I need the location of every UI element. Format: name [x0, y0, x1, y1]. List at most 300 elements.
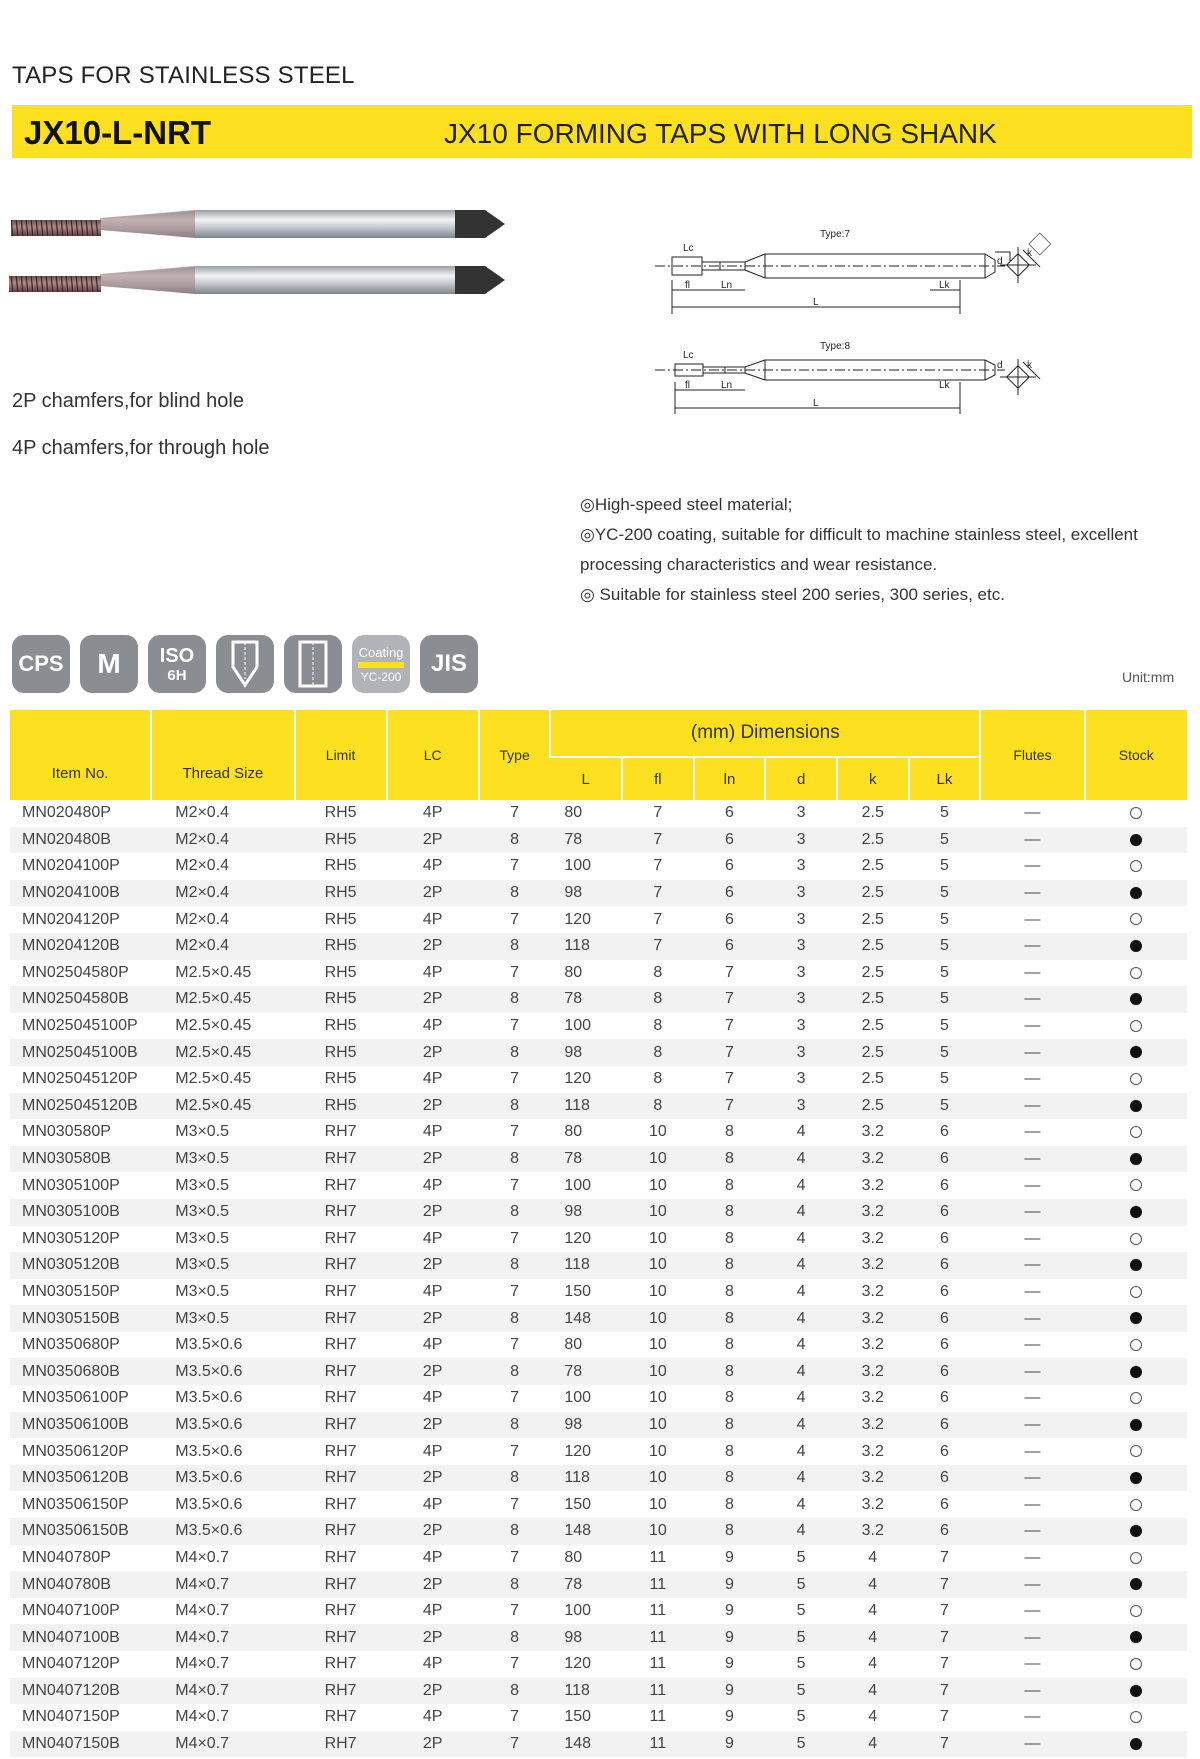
cell-lc: 2P [387, 1199, 479, 1226]
cell-length: 118 [550, 1465, 622, 1492]
cell-fl: 10 [622, 1358, 694, 1385]
cell-fl: 8 [622, 1093, 694, 1120]
cell-ln: 8 [725, 1176, 734, 1194]
svg-text:L: L [813, 297, 819, 308]
cell-item-no: MN03506100B [10, 1412, 151, 1439]
cell-d: 3 [765, 827, 837, 854]
cell-length: 80 [564, 963, 583, 981]
table-row [10, 1039, 1187, 1066]
product-subtitle: JX10 FORMING TAPS WITH LONG SHANK [444, 118, 997, 149]
cell-flutes: — [980, 1518, 1084, 1545]
cell-length: 100 [564, 1602, 592, 1620]
cell-stock [1085, 906, 1187, 933]
in-stock-icon [1130, 887, 1142, 899]
cell-d: 4 [796, 1495, 806, 1513]
cell-lk: 7 [939, 1602, 949, 1620]
cell-type: 7 [510, 1389, 519, 1407]
cell-type: 7 [510, 1442, 519, 1460]
cell-k: 4 [837, 1571, 909, 1598]
out-of-stock-icon [1130, 967, 1142, 979]
cell-item-no: MN0305100P [22, 1176, 120, 1194]
cell-fl: 10 [622, 1146, 694, 1173]
cell-lc: 4P [422, 1708, 443, 1726]
cell-limit: RH7 [324, 1389, 357, 1407]
cell-lk: 5 [939, 857, 949, 875]
cell-type: 7 [510, 1602, 519, 1620]
cell-type: 8 [479, 1358, 551, 1385]
cell-d: 4 [765, 1412, 837, 1439]
cell-lc: 2P [387, 1093, 479, 1120]
cell-ln: 8 [694, 1358, 766, 1385]
cell-lc: 2P [387, 1678, 479, 1705]
cell-ln: 6 [694, 880, 766, 907]
cell-limit: RH5 [324, 1070, 357, 1088]
cell-thread-size: M3.5×0.6 [151, 1412, 294, 1439]
cell-item-no: MN0305150B [10, 1305, 151, 1332]
cell-fl: 8 [653, 1070, 663, 1088]
cell-type: 7 [510, 1070, 519, 1088]
cell-type: 8 [479, 986, 551, 1013]
cell-limit: RH7 [324, 1495, 357, 1513]
cell-limit: RH7 [295, 1252, 387, 1279]
cell-item-no: MN040780P [22, 1548, 111, 1566]
cell-ln: 8 [694, 1412, 766, 1439]
cell-length: 150 [564, 1495, 592, 1513]
out-of-stock-icon [1130, 1179, 1142, 1191]
cell-flutes: — [980, 827, 1084, 854]
cell-d: 4 [765, 1305, 837, 1332]
cell-item-no: MN0204120B [10, 933, 151, 960]
in-stock-icon [1130, 1100, 1142, 1112]
spec-table [10, 710, 1187, 1757]
svg-text:Ln: Ln [721, 280, 733, 291]
cell-length: 98 [550, 1624, 622, 1651]
cell-fl: 11 [622, 1624, 694, 1651]
cell-flutes: — [1024, 1708, 1041, 1726]
metric-badge: M [80, 635, 138, 693]
tap-photo-2 [9, 266, 505, 294]
table-row [10, 1518, 1187, 1545]
in-stock-icon [1130, 1738, 1142, 1750]
svg-text:d: d [997, 256, 1003, 267]
cell-thread-size: M3.5×0.6 [175, 1442, 243, 1460]
in-stock-icon [1130, 1578, 1142, 1590]
col-d: d [765, 757, 837, 800]
feature-item: ◎YC-200 coating, suitable for difficult to machine stainless steel, excellent processing characteristics and wear resistance. [580, 525, 1138, 574]
svg-text:L: L [813, 398, 819, 409]
cell-item-no: MN025045120P [22, 1070, 138, 1088]
svg-text:k: k [1027, 248, 1032, 259]
cell-ln: 6 [725, 804, 734, 822]
cell-fl: 8 [653, 1017, 663, 1035]
cell-flutes: — [980, 1093, 1084, 1120]
in-stock-icon [1130, 940, 1142, 952]
cell-d: 5 [796, 1602, 806, 1620]
cell-d: 5 [796, 1548, 806, 1566]
cell-stock [1085, 1279, 1187, 1306]
cell-item-no: MN0407120P [22, 1655, 120, 1673]
col-k: k [837, 757, 909, 800]
cell-lk: 6 [939, 1176, 949, 1194]
cell-limit: RH7 [295, 1465, 387, 1492]
table-row [10, 1545, 1187, 1572]
cell-k: 2.5 [861, 963, 884, 981]
cell-thread-size: M3×0.5 [151, 1305, 294, 1332]
cell-flutes: — [1024, 857, 1041, 875]
cell-ln: 8 [694, 1252, 766, 1279]
cell-limit: RH7 [324, 1442, 357, 1460]
cell-lc: 4P [422, 1495, 443, 1513]
cell-stock [1085, 1465, 1187, 1492]
cell-lk: 7 [909, 1624, 981, 1651]
out-of-stock-icon [1130, 1073, 1142, 1085]
cell-flutes: — [980, 1305, 1084, 1332]
cell-length: 118 [550, 1678, 622, 1705]
in-stock-icon [1130, 834, 1142, 846]
in-stock-icon [1130, 993, 1142, 1005]
cell-stock [1085, 827, 1187, 854]
cell-lc: 4P [422, 1389, 443, 1407]
cell-type: 8 [479, 827, 551, 854]
cell-lc: 2P [387, 986, 479, 1013]
cell-fl: 10 [622, 1465, 694, 1492]
drawing-type-8 [655, 341, 1005, 414]
cell-stock [1085, 880, 1187, 907]
cell-thread-size: M4×0.7 [151, 1624, 294, 1651]
cell-fl: 11 [622, 1731, 694, 1758]
cell-length: 100 [564, 1176, 592, 1194]
cell-flutes: — [1024, 1176, 1041, 1194]
table-row [10, 1651, 1187, 1678]
cell-flutes: — [980, 1731, 1084, 1758]
cell-k: 4 [868, 1655, 878, 1673]
cell-k: 4 [837, 1731, 909, 1758]
cell-d: 5 [765, 1678, 837, 1705]
cell-type: 8 [479, 1412, 551, 1439]
cell-lk: 6 [939, 1442, 949, 1460]
cell-length: 98 [550, 1039, 622, 1066]
cell-length: 118 [550, 933, 622, 960]
table-row [10, 933, 1187, 960]
cell-thread-size: M2×0.4 [175, 857, 230, 875]
cell-flutes: — [1024, 1336, 1041, 1354]
cell-ln: 8 [725, 1123, 734, 1141]
col-ln: ln [694, 757, 766, 800]
cell-type: 8 [479, 1518, 551, 1545]
cell-stock [1085, 1305, 1187, 1332]
cell-ln: 9 [694, 1624, 766, 1651]
cell-d: 4 [765, 1465, 837, 1492]
cell-limit: RH7 [324, 1123, 357, 1141]
cell-stock [1085, 853, 1187, 880]
cell-length: 118 [550, 1252, 622, 1279]
cell-d: 3 [765, 1093, 837, 1120]
cell-length: 80 [564, 1123, 583, 1141]
cell-k: 2.5 [837, 880, 909, 907]
col-stock: Stock [1085, 710, 1187, 800]
cell-fl: 7 [653, 804, 663, 822]
cell-limit: RH7 [295, 1305, 387, 1332]
cell-length: 80 [564, 1336, 583, 1354]
cell-limit: RH5 [295, 827, 387, 854]
cell-type: 8 [479, 1624, 551, 1651]
category-title: TAPS FOR STAINLESS STEEL [12, 62, 355, 89]
cell-lk: 5 [909, 827, 981, 854]
cell-fl: 10 [648, 1389, 667, 1407]
cell-d: 3 [796, 910, 806, 928]
cell-fl: 11 [622, 1678, 694, 1705]
jis-badge: JIS [420, 635, 478, 693]
cell-thread-size: M3×0.5 [175, 1123, 230, 1141]
svg-text:fl: fl [685, 280, 690, 291]
cell-ln: 7 [725, 963, 734, 981]
cell-ln: 8 [725, 1495, 734, 1513]
cell-lk: 6 [939, 1229, 949, 1247]
cell-item-no: MN0407150B [10, 1731, 151, 1758]
chamfer-note-2p: 2P chamfers,for blind hole [12, 390, 244, 412]
cps-badge: CPS [12, 635, 70, 693]
cell-ln: 8 [725, 1389, 734, 1407]
cell-k: 2.5 [837, 1093, 909, 1120]
cell-lc: 2P [387, 1146, 479, 1173]
cell-item-no: MN02504580P [22, 963, 129, 981]
cell-limit: RH7 [324, 1655, 357, 1673]
table-row [10, 1252, 1187, 1279]
cell-lc: 4P [422, 910, 443, 928]
cell-thread-size: M3.5×0.6 [151, 1465, 294, 1492]
cell-length: 150 [564, 1282, 592, 1300]
cell-length: 80 [564, 1548, 583, 1566]
cell-k: 2.5 [837, 986, 909, 1013]
table-row [10, 827, 1187, 854]
cell-length: 120 [564, 1655, 592, 1673]
cell-limit: RH7 [324, 1176, 357, 1194]
cell-lk: 6 [939, 1123, 949, 1141]
cell-item-no: MN030580P [22, 1123, 111, 1141]
cell-thread-size: M3×0.5 [175, 1282, 230, 1300]
cell-d: 4 [765, 1358, 837, 1385]
cell-fl: 10 [648, 1336, 667, 1354]
cell-length: 120 [564, 1229, 592, 1247]
cell-flutes: — [980, 1678, 1084, 1705]
svg-text:Lk: Lk [939, 380, 950, 391]
table-row [10, 1119, 1187, 1146]
cell-fl: 11 [649, 1602, 667, 1620]
table-row [10, 1598, 1187, 1625]
cell-thread-size: M3×0.5 [175, 1176, 230, 1194]
cell-thread-size: M3.5×0.6 [175, 1495, 243, 1513]
cell-fl: 10 [648, 1123, 667, 1141]
cell-flutes: — [980, 986, 1084, 1013]
cell-lc: 4P [422, 1548, 443, 1566]
cell-lk: 6 [939, 1495, 949, 1513]
cell-thread-size: M2×0.4 [151, 880, 294, 907]
out-of-stock-icon [1130, 1445, 1142, 1457]
table-row [10, 1066, 1187, 1093]
cell-item-no: MN0407100P [22, 1602, 120, 1620]
col-thread: Thread Size [151, 710, 294, 800]
out-of-stock-icon [1130, 1499, 1142, 1511]
cell-stock [1085, 1518, 1187, 1545]
cell-type: 7 [510, 1495, 519, 1513]
cell-limit: RH7 [295, 1678, 387, 1705]
cell-lk: 7 [909, 1731, 981, 1758]
cell-lc: 2P [387, 1518, 479, 1545]
col-L: L [550, 757, 622, 800]
out-of-stock-icon [1130, 1711, 1142, 1723]
cell-ln: 9 [725, 1655, 734, 1673]
out-of-stock-icon [1130, 1552, 1142, 1564]
cell-d: 4 [796, 1442, 806, 1460]
cell-k: 3.2 [861, 1282, 884, 1300]
cell-flutes: — [1024, 1389, 1041, 1407]
cell-thread-size: M3×0.5 [175, 1229, 230, 1247]
cell-limit: RH7 [295, 1624, 387, 1651]
cell-item-no: MN0350680P [22, 1336, 120, 1354]
cell-d: 4 [796, 1123, 806, 1141]
cell-stock [1085, 1119, 1187, 1146]
cell-flutes: — [1024, 1495, 1041, 1513]
cell-thread-size: M4×0.7 [151, 1678, 294, 1705]
cell-length: 78 [550, 986, 622, 1013]
cell-lc: 2P [387, 1252, 479, 1279]
cell-ln: 6 [725, 857, 734, 875]
table-row [10, 1305, 1187, 1332]
cell-flutes: — [1024, 1282, 1041, 1300]
cell-length: 98 [550, 1199, 622, 1226]
cell-k: 3.2 [837, 1412, 909, 1439]
cell-flutes: — [980, 1252, 1084, 1279]
cell-ln: 8 [694, 1199, 766, 1226]
cell-ln: 7 [694, 986, 766, 1013]
cell-lk: 7 [939, 1548, 949, 1566]
cell-d: 5 [765, 1571, 837, 1598]
cell-k: 2.5 [861, 857, 884, 875]
tap-photos [5, 198, 535, 318]
out-of-stock-icon [1130, 1233, 1142, 1245]
cell-flutes: — [980, 1412, 1084, 1439]
cell-limit: RH5 [324, 1017, 357, 1035]
out-of-stock-icon [1130, 1392, 1142, 1404]
cell-d: 3 [796, 857, 806, 875]
cell-limit: RH7 [324, 1602, 357, 1620]
cell-lk: 7 [939, 1655, 949, 1673]
cell-item-no: MN020480B [10, 827, 151, 854]
cell-flutes: — [980, 1199, 1084, 1226]
cell-ln: 8 [725, 1282, 734, 1300]
cell-limit: RH7 [324, 1336, 357, 1354]
cell-thread-size: M4×0.7 [175, 1708, 230, 1726]
cell-k: 3.2 [861, 1442, 884, 1460]
in-stock-icon [1130, 1419, 1142, 1431]
out-of-stock-icon [1130, 913, 1142, 925]
cell-stock [1085, 1491, 1187, 1518]
cell-item-no: MN025045100P [22, 1017, 138, 1035]
cell-ln: 8 [725, 1442, 734, 1460]
cell-type: 7 [510, 1655, 519, 1673]
cell-limit: RH5 [295, 1093, 387, 1120]
cell-d: 4 [796, 1336, 806, 1354]
cell-item-no: MN03506150B [10, 1518, 151, 1545]
cell-ln: 7 [725, 1070, 734, 1088]
cell-length: 120 [564, 1442, 592, 1460]
cell-k: 3.2 [837, 1146, 909, 1173]
cell-fl: 8 [622, 986, 694, 1013]
cell-lk: 5 [939, 1070, 949, 1088]
cell-d: 3 [765, 986, 837, 1013]
cell-k: 4 [837, 1678, 909, 1705]
cell-fl: 10 [622, 1305, 694, 1332]
col-fl: fl [622, 757, 694, 800]
cell-d: 4 [796, 1176, 806, 1194]
cell-ln: 9 [694, 1731, 766, 1758]
cell-lk: 7 [909, 1571, 981, 1598]
svg-text:fl: fl [685, 380, 690, 391]
cell-type: 7 [510, 963, 519, 981]
cell-ln: 8 [694, 1518, 766, 1545]
type8-label: Type:8 [820, 341, 851, 352]
cell-d: 5 [796, 1655, 806, 1673]
cell-ln: 8 [694, 1305, 766, 1332]
cell-length: 78 [550, 1358, 622, 1385]
cell-item-no: MN03506120B [10, 1465, 151, 1492]
svg-text:Ln: Ln [721, 380, 733, 391]
cell-flutes: — [980, 1465, 1084, 1492]
cell-d: 3 [796, 804, 806, 822]
cell-d: 4 [765, 1252, 837, 1279]
cell-stock [1085, 1146, 1187, 1173]
cell-fl: 7 [653, 910, 663, 928]
cell-flutes: — [1024, 1602, 1041, 1620]
cell-fl: 8 [622, 1039, 694, 1066]
cell-flutes: — [980, 1624, 1084, 1651]
cell-item-no: MN03506100P [22, 1389, 129, 1407]
cell-k: 3.2 [837, 1358, 909, 1385]
cell-limit: RH5 [295, 880, 387, 907]
cell-stock [1085, 1624, 1187, 1651]
cell-d: 3 [765, 880, 837, 907]
table-row [10, 1491, 1187, 1518]
cell-lc: 2P [387, 1305, 479, 1332]
feature-list [580, 490, 1140, 610]
cell-stock [1085, 1332, 1187, 1359]
cell-ln: 9 [694, 1571, 766, 1598]
cell-lc: 4P [422, 804, 443, 822]
out-of-stock-icon [1130, 860, 1142, 872]
cell-ln: 7 [694, 1093, 766, 1120]
col-lc: LC [387, 710, 479, 800]
cell-stock [1085, 986, 1187, 1013]
in-stock-icon [1130, 1046, 1142, 1058]
cell-d: 4 [765, 1199, 837, 1226]
cell-d: 3 [796, 963, 806, 981]
cell-lc: 4P [422, 1176, 443, 1194]
cell-stock [1085, 1066, 1187, 1093]
iso-badge: ISO 6H [148, 635, 206, 693]
table-row [10, 1332, 1187, 1359]
cell-fl: 10 [622, 1199, 694, 1226]
cell-lk: 6 [939, 1282, 949, 1300]
cell-lc: 4P [422, 1655, 443, 1673]
cell-flutes: — [980, 1571, 1084, 1598]
cell-thread-size: M2×0.4 [175, 910, 230, 928]
cell-lk: 5 [909, 933, 981, 960]
cell-lk: 6 [909, 1146, 981, 1173]
cell-fl: 11 [649, 1655, 667, 1673]
coating-badge: Coating YC-200 [352, 635, 410, 693]
cell-ln: 9 [694, 1678, 766, 1705]
col-lk: Lk [909, 757, 981, 800]
